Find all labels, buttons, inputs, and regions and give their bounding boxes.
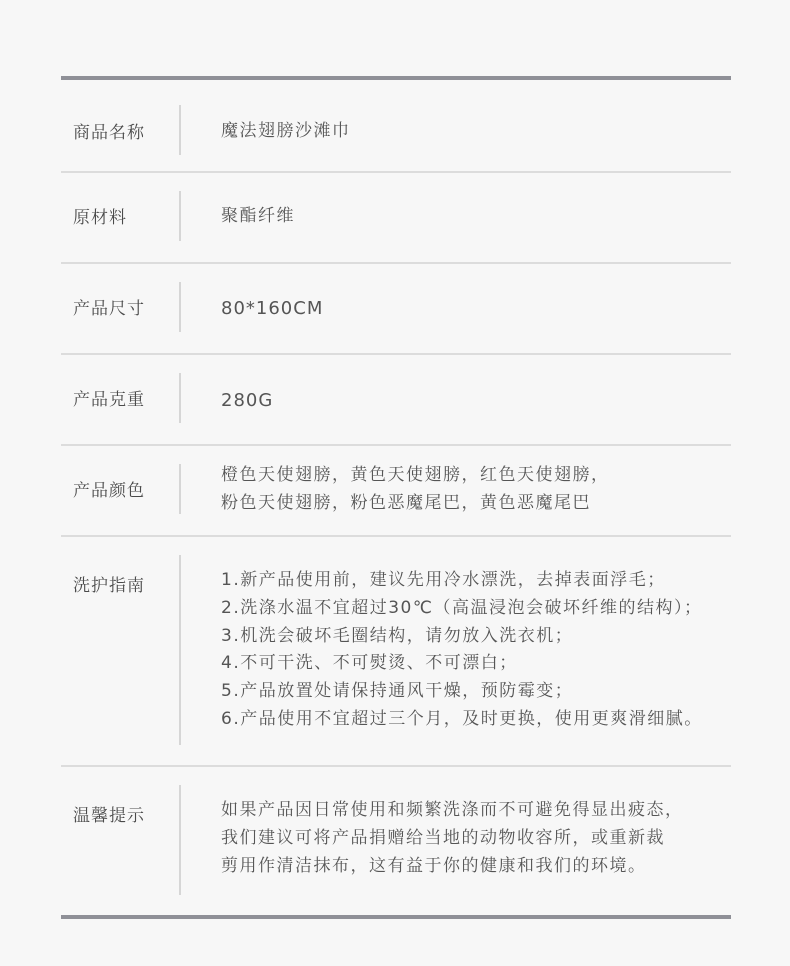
row-label: 温馨提示 [73, 806, 145, 826]
row-value [221, 118, 731, 146]
value-line: 如果产品因日常使用和频繁洗涤而不可避免得显出疲态， [221, 800, 684, 820]
value-line: 粉色天使翅膀，粉色恶魔尾巴，黄色恶魔尾巴 [221, 492, 591, 513]
value-line: 魔法翅膀沙滩巾 [221, 121, 351, 141]
row-tips [61, 765, 731, 915]
row-label: 产品克重 [73, 390, 145, 410]
row-value [221, 203, 731, 231]
vertical-divider [179, 282, 181, 332]
value-line: 我们建议可将产品捐赠给当地的动物收容所，或重新裁 [221, 827, 665, 848]
value-line: 剪用作清洁抹布，这有益于你的健康和我们的环境。 [221, 855, 647, 876]
value-line: 280G [221, 390, 274, 411]
row-value [221, 797, 731, 880]
bottom-divider [61, 915, 731, 919]
row-value [221, 567, 731, 734]
value-line: 80*160CM [221, 298, 324, 319]
row-label: 产品尺寸 [73, 299, 145, 319]
value-line: 4.不可干洗、不可熨烫、不可漂白； [221, 653, 518, 674]
value-line: 1.新产品使用前，建议先用冷水漂洗，去掉表面浮毛； [221, 570, 666, 590]
row-weight [61, 353, 731, 444]
row-colors [61, 444, 731, 535]
row-product-name [61, 80, 731, 171]
vertical-divider [179, 464, 181, 514]
row-value [221, 462, 731, 518]
row-label: 商品名称 [73, 123, 145, 143]
product-info-table [61, 76, 731, 919]
row-care-guide [61, 535, 731, 765]
row-label: 原材料 [73, 208, 127, 228]
row-label: 洗护指南 [73, 576, 145, 596]
row-value [221, 387, 731, 415]
row-value [221, 295, 731, 323]
vertical-divider [179, 555, 181, 745]
value-line: 6.产品使用不宜超过三个月，及时更换，使用更爽滑细腻。 [221, 708, 703, 729]
value-line: 3.机洗会破坏毛圈结构，请勿放入洗衣机； [221, 625, 574, 646]
vertical-divider [179, 785, 181, 895]
value-line: 2.洗涤水温不宜超过30℃（高温浸泡会破坏纤维的结构）； [221, 597, 703, 618]
vertical-divider [179, 373, 181, 423]
vertical-divider [179, 191, 181, 241]
row-label: 产品颜色 [73, 481, 145, 501]
row-material [61, 171, 731, 262]
value-line: 5.产品放置处请保持通风干燥，预防霉变； [221, 681, 574, 702]
vertical-divider [179, 105, 181, 155]
row-size [61, 262, 731, 353]
value-line: 聚酯纤维 [221, 206, 295, 226]
value-line: 橙色天使翅膀，黄色天使翅膀，红色天使翅膀， [221, 465, 610, 485]
